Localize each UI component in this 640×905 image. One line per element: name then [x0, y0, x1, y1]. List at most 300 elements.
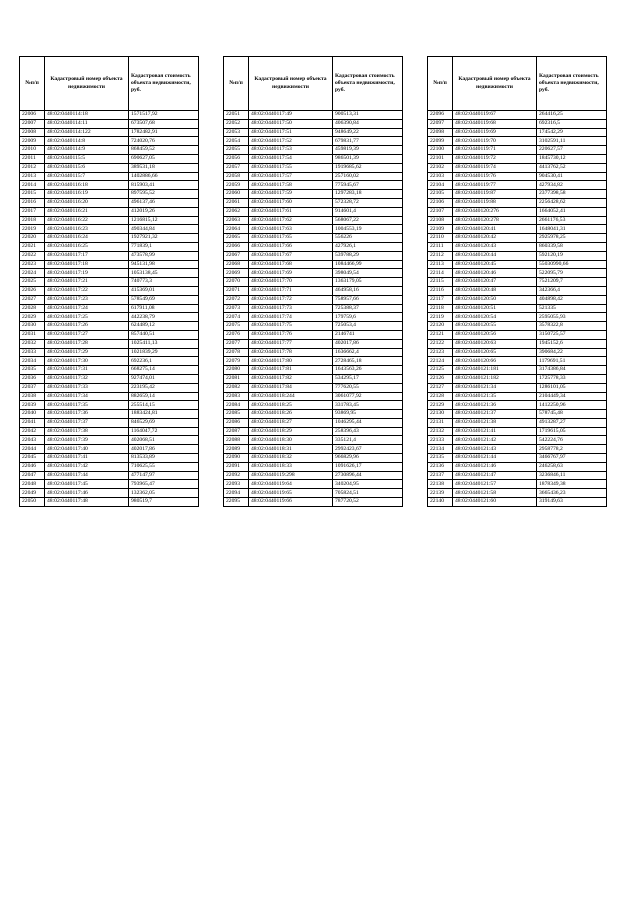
- row-num: 22015: [20, 190, 45, 199]
- table-row: [224, 119, 403, 128]
- cadastral-number: 48:02:0440121:58: [453, 489, 537, 498]
- cadastral-number: 48:02:0440117:81: [249, 366, 333, 375]
- row-num: 22013: [20, 172, 45, 181]
- cadastral-number: 48:02:0440117:51: [249, 128, 333, 137]
- row-num: 22059: [224, 181, 249, 190]
- cadastral-value: 404898,42: [537, 295, 607, 304]
- cadastral-number: 48:02:0440121:181: [453, 366, 537, 375]
- cadastral-number: 48:02:0440116:21: [45, 207, 129, 216]
- row-num: 22072: [224, 295, 249, 304]
- cadastral-value: 521335: [537, 304, 607, 313]
- cadastral-number: 48:02:0440117:78: [249, 348, 333, 357]
- cadastral-value: 857440,51: [129, 330, 199, 339]
- cadastral-number: 48:02:0440117:62: [249, 216, 333, 225]
- cadastral-number: 48:02:0440121:182: [453, 374, 537, 383]
- cadastral-number: 48:02:0440117:75: [249, 322, 333, 331]
- cadastral-number: 48:02:0440117:59: [249, 190, 333, 199]
- row-num: 22026: [20, 286, 45, 295]
- table-row: [428, 436, 607, 445]
- table-row: [20, 278, 199, 287]
- cadastral-value: 1845730,12: [537, 154, 607, 163]
- cadastral-value: 986501,39: [333, 154, 403, 163]
- cadastral-value: 264416,25: [537, 111, 607, 120]
- row-num: 22023: [20, 260, 45, 269]
- cadastral-value: 740773,3: [129, 278, 199, 287]
- cadastral-number: 48:02:0440118:29: [249, 427, 333, 436]
- row-num: 22124: [428, 357, 453, 366]
- row-num: 22111: [428, 242, 453, 251]
- cadastral-value: 1412250,96: [537, 401, 607, 410]
- row-num: 22042: [20, 427, 45, 436]
- cadastral-table-1: [19, 56, 199, 507]
- cadastral-value: 258396,43: [333, 427, 403, 436]
- cadastral-number: 48:02:0440117:29: [45, 348, 129, 357]
- row-num: 22100: [428, 146, 453, 155]
- cadastral-number: 48:02:0440120:47: [453, 278, 537, 287]
- table-row: [428, 366, 607, 375]
- cadastral-value: 2256428,62: [537, 198, 607, 207]
- row-num: 22050: [20, 498, 45, 507]
- cadastral-value: 966829,96: [333, 454, 403, 463]
- cadastral-value: 617911,08: [129, 304, 199, 313]
- cadastral-number: 48:02:0440120:276: [453, 207, 537, 216]
- table-row: [224, 304, 403, 313]
- cadastral-value: 335121,4: [333, 436, 403, 445]
- table-row: [20, 313, 199, 322]
- header-value: Кадастровая стоимость объекта недвижимости, руб.: [129, 57, 199, 111]
- cadastral-value: 690627,05: [129, 154, 199, 163]
- row-num: 22038: [20, 392, 45, 401]
- cadastral-value: 93869,95: [333, 410, 403, 419]
- cadastral-number: 48:02:0440117:40: [45, 445, 129, 454]
- cadastral-number: 48:02:0440117:44: [45, 471, 129, 480]
- table-row: [20, 498, 199, 507]
- cadastral-number: 48:02:0440117:17: [45, 251, 129, 260]
- cadastral-number: 48:02:0440117:22: [45, 286, 129, 295]
- row-num: 22107: [428, 207, 453, 216]
- cadastral-number: 48:02:0440115:7: [45, 172, 129, 181]
- row-num: 22027: [20, 295, 45, 304]
- cadastral-number: 48:02:0440117:68: [249, 260, 333, 269]
- cadastral-value: 1021839,29: [129, 348, 199, 357]
- cadastral-number: 48:02:0440120:65: [453, 348, 537, 357]
- table-row: [428, 163, 607, 172]
- table-row: [224, 445, 403, 454]
- cadastral-value: 402017,86: [333, 339, 403, 348]
- cadastral-number: 48:02:0440119:64: [249, 480, 333, 489]
- cadastral-value: 568067,22: [333, 216, 403, 225]
- cadastral-number: 48:02:0440115:5: [45, 154, 129, 163]
- row-num: 22021: [20, 242, 45, 251]
- table-row: [20, 269, 199, 278]
- row-num: 22104: [428, 181, 453, 190]
- cadastral-number: 48:02:0440120:42: [453, 234, 537, 243]
- cadastral-value: 1053138,45: [129, 269, 199, 278]
- cadastral-number: 48:02:0440117:73: [249, 304, 333, 313]
- cadastral-number: 48:02:0440117:27: [45, 330, 129, 339]
- row-num: 22060: [224, 190, 249, 199]
- cadastral-number: 48:02:0440117:18: [45, 260, 129, 269]
- cadastral-number: 48:02:0440119:72: [453, 154, 537, 163]
- table-row: [20, 286, 199, 295]
- cadastral-value: 3578322,8: [537, 322, 607, 331]
- cadastral-value: 2925978,25: [537, 234, 607, 243]
- header-cadastral: Кадастровый номер объекта недвижимости: [453, 57, 537, 111]
- cadastral-value: 793965,47: [129, 480, 199, 489]
- cadastral-value: 679831,77: [333, 137, 403, 146]
- cadastral-number: 48:02:0440117:66: [249, 242, 333, 251]
- row-num: 22123: [428, 348, 453, 357]
- cadastral-value: 55030990,66: [537, 260, 607, 269]
- cadastral-value: 3150725,57: [537, 330, 607, 339]
- cadastral-value: 331783,45: [333, 401, 403, 410]
- cadastral-value: 442238,79: [129, 313, 199, 322]
- cadastral-value: 542224,76: [537, 436, 607, 445]
- cadastral-number: 48:02:0440121:36: [453, 401, 537, 410]
- cadastral-value: 1164047,72: [129, 427, 199, 436]
- cadastral-value: 1883424,81: [129, 410, 199, 419]
- cadastral-value: 3236846,11: [537, 471, 607, 480]
- table-row: [224, 137, 403, 146]
- cadastral-number: 48:02:0440117:55: [249, 163, 333, 172]
- cadastral-value: 725388,37: [333, 304, 403, 313]
- row-num: 22092: [224, 471, 249, 480]
- table-row: [428, 278, 607, 287]
- cadastral-value: 578549,69: [129, 295, 199, 304]
- row-num: 22045: [20, 454, 45, 463]
- header-cadastral: Кадастровый номер объекта недвижимости: [45, 57, 129, 111]
- cadastral-value: 319149,63: [537, 498, 607, 507]
- table-row: [20, 260, 199, 269]
- table-row: [428, 489, 607, 498]
- table-row: [428, 471, 607, 480]
- cadastral-number: 48:02:0440121:60: [453, 498, 537, 507]
- cadastral-value: 775945,67: [333, 181, 403, 190]
- table-row: [428, 234, 607, 243]
- row-num: 22117: [428, 295, 453, 304]
- table-row: [20, 216, 199, 225]
- table-row: [20, 480, 199, 489]
- cadastral-value: 1719615,05: [537, 427, 607, 436]
- cadastral-number: 48:02:0440117:82: [249, 374, 333, 383]
- table-row: [224, 383, 403, 392]
- table-row: [428, 137, 607, 146]
- row-num: 22096: [428, 111, 453, 120]
- table-row: [224, 374, 403, 383]
- cadastral-number: 48:02:0440121:44: [453, 454, 537, 463]
- cadastral-value: 692316,5: [537, 119, 607, 128]
- header-value: Кадастровая стоимость объекта недвижимости, руб.: [333, 57, 403, 111]
- cadastral-value: 1084466,99: [333, 260, 403, 269]
- cadastral-number: 48:02:0440119:69: [453, 128, 537, 137]
- row-num: 22057: [224, 163, 249, 172]
- row-num: 22093: [224, 480, 249, 489]
- table-row: [224, 278, 403, 287]
- cadastral-value: 1046295,44: [333, 418, 403, 427]
- table-row: [224, 418, 403, 427]
- table-row: [20, 137, 199, 146]
- table-row: [428, 418, 607, 427]
- cadastral-number: 48:02:0440119:88: [453, 198, 537, 207]
- cadastral-number: 48:02:0440121:46: [453, 462, 537, 471]
- row-num: 22062: [224, 207, 249, 216]
- table-row: [428, 480, 607, 489]
- cadastral-value: 402017,86: [129, 445, 199, 454]
- table-row: [428, 172, 607, 181]
- row-num: 22126: [428, 374, 453, 383]
- cadastral-value: 1648041,31: [537, 225, 607, 234]
- row-num: 22010: [20, 146, 45, 155]
- cadastral-value: 223195,42: [129, 383, 199, 392]
- cadastral-number: 48:02:0440120:66: [453, 357, 537, 366]
- table-header: [428, 57, 607, 111]
- table-row: [224, 207, 403, 216]
- cadastral-value: 904530,41: [537, 172, 607, 181]
- table-row: [20, 366, 199, 375]
- row-num: 22011: [20, 154, 45, 163]
- cadastral-number: 48:02:0440117:28: [45, 339, 129, 348]
- cadastral-value: 1782482,91: [129, 128, 199, 137]
- cadastral-value: 255514,15: [129, 401, 199, 410]
- table-row: [428, 190, 607, 199]
- table-row: [20, 172, 199, 181]
- cadastral-number: 48:02:0440117:39: [45, 436, 129, 445]
- cadastral-value: 464958,16: [333, 286, 403, 295]
- row-num: 22101: [428, 154, 453, 163]
- cadastral-value: 257160,02: [333, 172, 403, 181]
- row-num: 22008: [20, 128, 45, 137]
- cadastral-value: 900513,31: [333, 111, 403, 120]
- cadastral-value: 592120,19: [537, 251, 607, 260]
- table-row: [20, 445, 199, 454]
- row-num: 22091: [224, 462, 249, 471]
- cadastral-value: 459819,39: [333, 146, 403, 155]
- row-num: 22033: [20, 348, 45, 357]
- table-row: [20, 190, 199, 199]
- cadastral-number: 48:02:0440121:34: [453, 383, 537, 392]
- row-num: 22051: [224, 111, 249, 120]
- cadastral-value: 246258,63: [537, 462, 607, 471]
- table-row: [428, 445, 607, 454]
- cadastral-number: 48:02:0440116:23: [45, 225, 129, 234]
- cadastral-number: 48:02:0440117:74: [249, 313, 333, 322]
- cadastral-value: 556226: [333, 234, 403, 243]
- row-num: 22029: [20, 313, 45, 322]
- cadastral-value: 572328,72: [333, 198, 403, 207]
- cadastral-value: 522095,79: [537, 269, 607, 278]
- table-row: [20, 251, 199, 260]
- row-num: 22108: [428, 216, 453, 225]
- cadastral-value: 412019,26: [129, 207, 199, 216]
- cadastral-value: 1571517,92: [129, 111, 199, 120]
- cadastral-number: 48:02:0440114:122: [45, 128, 129, 137]
- cadastral-number: 48:02:0440120:56: [453, 330, 537, 339]
- table-row: [428, 111, 607, 120]
- cadastral-number: 48:02:0440117:34: [45, 392, 129, 401]
- row-num: 22067: [224, 251, 249, 260]
- cadastral-number: 48:02:0440116:20: [45, 198, 129, 207]
- cadastral-number: 48:02:0440114:9: [45, 146, 129, 155]
- row-num: 22064: [224, 225, 249, 234]
- table-row: [428, 322, 607, 331]
- cadastral-number: 48:02:0440117:31: [45, 366, 129, 375]
- table-row: [428, 198, 607, 207]
- table-row: [20, 304, 199, 313]
- row-num: 22048: [20, 480, 45, 489]
- table-row: [224, 480, 403, 489]
- cadastral-value: 2728465,18: [333, 357, 403, 366]
- cadastral-number: 48:02:0440117:42: [45, 462, 129, 471]
- cadastral-number: 48:02:0440117:58: [249, 181, 333, 190]
- table-row: [20, 348, 199, 357]
- table-row: [224, 251, 403, 260]
- cadastral-number: 48:02:0440117:30: [45, 357, 129, 366]
- table-row: [20, 163, 199, 172]
- table-row: [224, 154, 403, 163]
- cadastral-value: 1878349,38: [537, 480, 607, 489]
- table-row: [428, 242, 607, 251]
- cadastral-value: 2104449,34: [537, 392, 607, 401]
- cadastral-number: 48:02:0440121:47: [453, 471, 537, 480]
- table-row: [20, 401, 199, 410]
- table-row: [224, 401, 403, 410]
- row-num: 22114: [428, 269, 453, 278]
- cadastral-value: 402068,51: [129, 436, 199, 445]
- row-num: 22099: [428, 137, 453, 146]
- header-num: №п/п: [224, 57, 249, 111]
- cadastral-number: 48:02:0440117:37: [45, 418, 129, 427]
- cadastral-number: 48:02:0440117:71: [249, 286, 333, 295]
- cadastral-value: 1091626,17: [333, 462, 403, 471]
- row-num: 22105: [428, 190, 453, 199]
- cadastral-value: 3466767,97: [537, 454, 607, 463]
- cadastral-value: 2730896,44: [333, 471, 403, 480]
- row-num: 22110: [428, 234, 453, 243]
- row-num: 22079: [224, 357, 249, 366]
- cadastral-number: 48:02:0440117:67: [249, 251, 333, 260]
- row-num: 22032: [20, 339, 45, 348]
- table-row: [224, 128, 403, 137]
- cadastral-number: 48:02:0440116:18: [45, 181, 129, 190]
- row-num: 22073: [224, 304, 249, 313]
- cadastral-number: 48:02:0440118:26: [249, 410, 333, 419]
- cadastral-number: 48:02:0440117:53: [249, 146, 333, 155]
- cadastral-value: 389531,18: [129, 163, 199, 172]
- table-row: [224, 489, 403, 498]
- cadastral-number: 48:02:0440120:41: [453, 225, 537, 234]
- table-row: [224, 111, 403, 120]
- cadastral-number: 48:02:0440117:57: [249, 172, 333, 181]
- cadastral-number: 48:02:0440120:51: [453, 304, 537, 313]
- cadastral-number: 48:02:0440114:18: [45, 111, 129, 120]
- cadastral-number: 48:02:0440120:46: [453, 269, 537, 278]
- cadastral-number: 48:02:0440117:36: [45, 410, 129, 419]
- row-num: 22082: [224, 383, 249, 392]
- cadastral-number: 48:02:0440117:54: [249, 154, 333, 163]
- table-row: [428, 401, 607, 410]
- row-num: 22098: [428, 128, 453, 137]
- table-row: [224, 357, 403, 366]
- cadastral-value: 897595,52: [129, 190, 199, 199]
- cadastral-number: 48:02:0440119:67: [453, 111, 537, 120]
- table-row: [224, 260, 403, 269]
- cadastral-number: 48:02:0440117:25: [45, 313, 129, 322]
- row-num: 22040: [20, 410, 45, 419]
- table-row: [20, 198, 199, 207]
- cadastral-number: 48:02:0440114:11: [45, 119, 129, 128]
- cadastral-number: 48:02:0440121:41: [453, 427, 537, 436]
- cadastral-value: 1664052,41: [537, 207, 607, 216]
- row-num: 22087: [224, 427, 249, 436]
- table-row: [20, 234, 199, 243]
- cadastral-value: 787720,52: [333, 498, 403, 507]
- table-row: [428, 304, 607, 313]
- cadastral-number: 48:02:0440119:71: [453, 146, 537, 155]
- table-row: [428, 383, 607, 392]
- cadastral-number: 48:02:0440120:55: [453, 322, 537, 331]
- cadastral-number: 48:02:0440117:26: [45, 322, 129, 331]
- cadastral-value: 758957,66: [333, 295, 403, 304]
- cadastral-value: 2595055,93: [537, 313, 607, 322]
- table-row: [20, 207, 199, 216]
- row-num: 22016: [20, 198, 45, 207]
- table-row: [428, 269, 607, 278]
- cadastral-number: 48:02:0440120:50: [453, 295, 537, 304]
- cadastral-value: 1297283,18: [333, 190, 403, 199]
- row-num: 22012: [20, 163, 45, 172]
- row-num: 22122: [428, 339, 453, 348]
- table-row: [428, 251, 607, 260]
- table-row: [20, 462, 199, 471]
- cadastral-number: 48:02:0440119:65: [249, 489, 333, 498]
- row-num: 22014: [20, 181, 45, 190]
- cadastral-value: 496137,46: [129, 198, 199, 207]
- row-num: 22047: [20, 471, 45, 480]
- cadastral-number: 48:02:0440119:70: [453, 137, 537, 146]
- header-num: №п/п: [20, 57, 45, 111]
- cadastral-value: 340204,95: [333, 480, 403, 489]
- row-num: 22028: [20, 304, 45, 313]
- table-row: [224, 172, 403, 181]
- row-num: 22041: [20, 418, 45, 427]
- table-row: [224, 436, 403, 445]
- row-num: 22121: [428, 330, 453, 339]
- table-row: [428, 119, 607, 128]
- table-header: [20, 57, 199, 111]
- table-row: [20, 330, 199, 339]
- table-row: [428, 330, 607, 339]
- row-num: 22077: [224, 339, 249, 348]
- table-row: [20, 242, 199, 251]
- row-num: 22135: [428, 454, 453, 463]
- cadastral-number: 48:02:0440117:72: [249, 295, 333, 304]
- table-header: [224, 57, 403, 111]
- table-row: [224, 190, 403, 199]
- cadastral-value: 1725778,33: [537, 374, 607, 383]
- cadastral-value: 490344,84: [129, 225, 199, 234]
- table-row: [428, 498, 607, 507]
- cadastral-number: 48:02:0440118:30: [249, 436, 333, 445]
- table-row: [224, 427, 403, 436]
- cadastral-value: 477147,97: [129, 471, 199, 480]
- row-num: 22007: [20, 119, 45, 128]
- row-num: 22019: [20, 225, 45, 234]
- cadastral-number: 48:02:0440118:27: [249, 418, 333, 427]
- table-row: [20, 427, 199, 436]
- row-num: 22102: [428, 163, 453, 172]
- table-row: [428, 216, 607, 225]
- cadastral-number: 48:02:0440119:74: [453, 163, 537, 172]
